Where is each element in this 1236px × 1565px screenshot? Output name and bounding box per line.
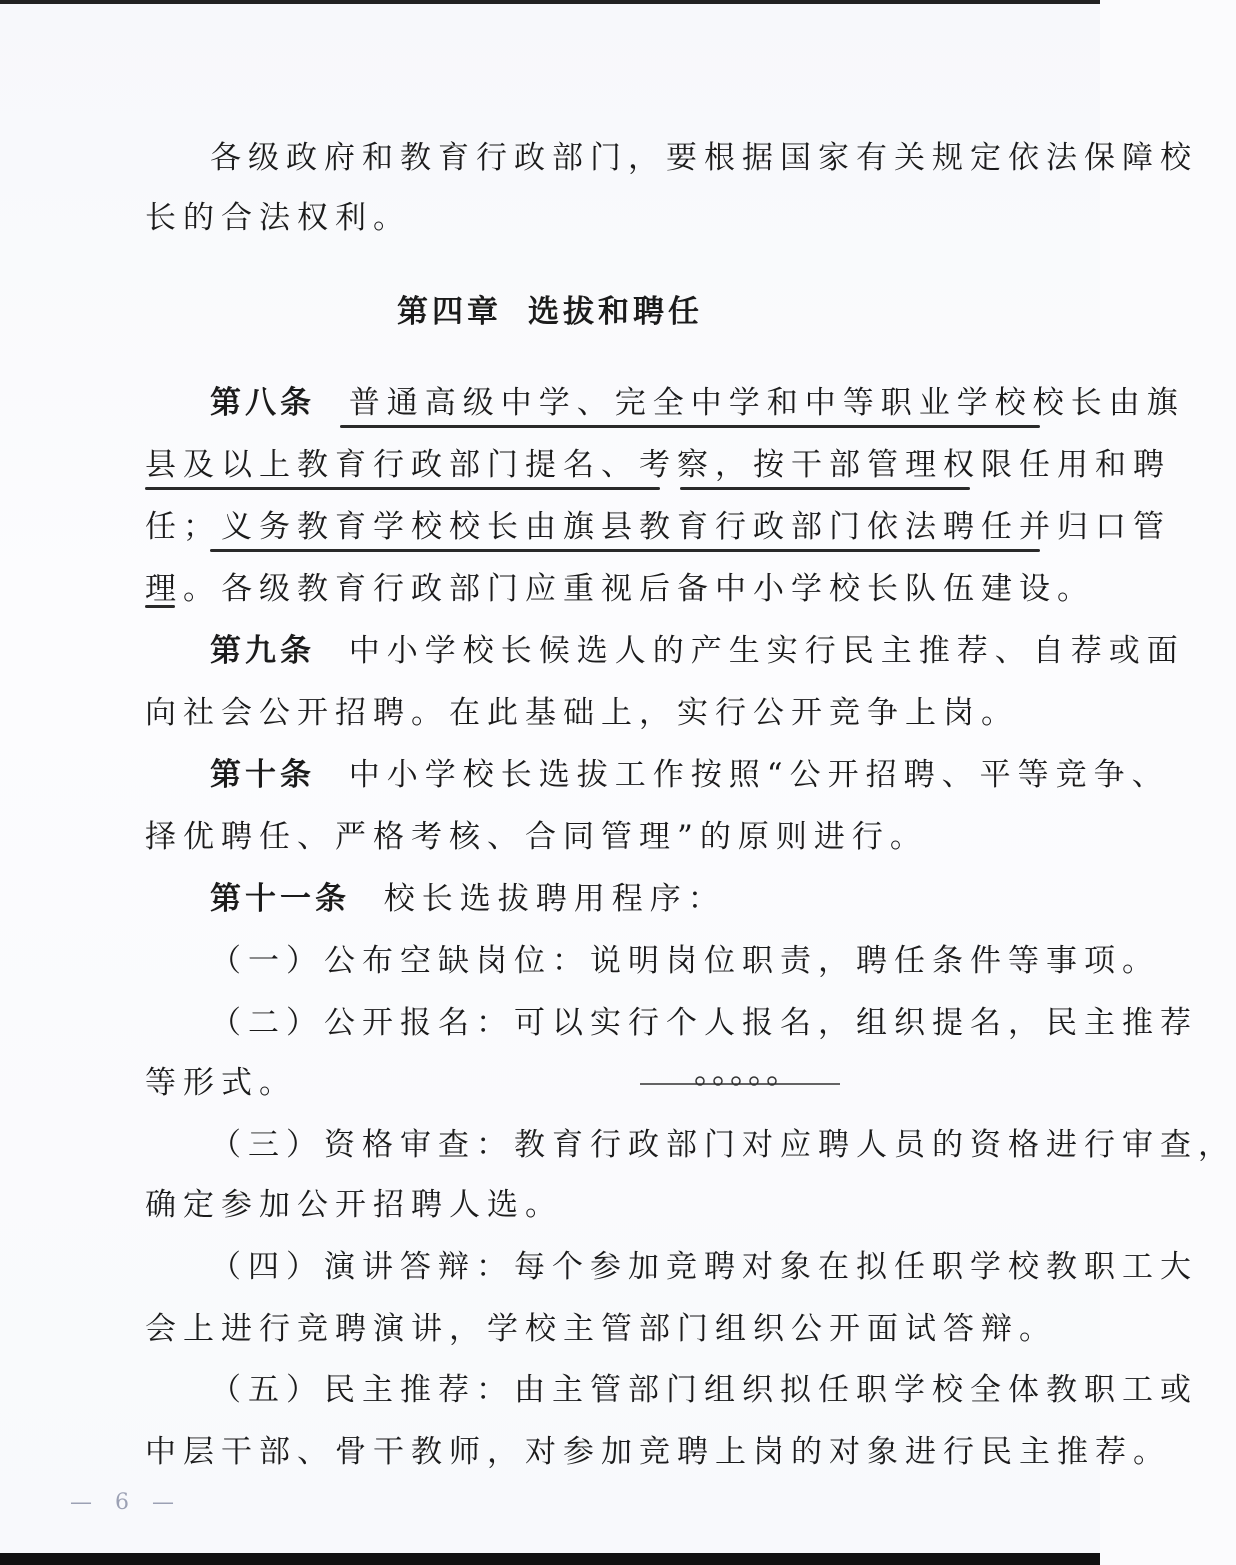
item-4-line-2: 会上进行竞聘演讲，学校主管部门组织公开面试答辩。 [145, 1311, 1057, 1347]
chapter-heading [0, 286, 1100, 331]
pen-underline-2 [145, 487, 660, 490]
pen-underline-1 [340, 425, 1040, 428]
article-10-line-2: 择优聘任、严格考核、合同管理”的原则进行。 [145, 819, 928, 855]
paragraph-1-line-1: 各级政府和教育行政部门，要根据国家有关规定依法保障校 [210, 140, 1198, 176]
pen-underline-3 [680, 487, 970, 490]
article-8-text-1: 普通高级中学、完全中学和中等职业学校校长由旗 [348, 385, 1185, 421]
article-8-line-2: 县及以上教育行政部门提名、考察，按干部管理权限任用和聘 [145, 447, 1171, 483]
scan-bottom-edge [0, 1553, 1100, 1565]
dotted-mark [640, 1072, 840, 1090]
item-1-line-1: （一）公布空缺岗位：说明岗位职责，聘任条件等事项。 [210, 943, 1160, 979]
article-8-line-3: 任；义务教育学校校长由旗县教育行政部门依法聘任并归口管 [145, 509, 1171, 545]
item-5-line-1: （五）民主推荐：由主管部门组织拟任职学校全体教职工或 [210, 1372, 1198, 1408]
item-2-line-2: 等形式。 [145, 1065, 297, 1101]
item-5-line-2: 中层干部、骨干教师，对参加竞聘上岗的对象进行民主推荐。 [145, 1434, 1171, 1470]
item-2-line-1: （二）公开报名：可以实行个人报名，组织提名，民主推荐 [210, 1005, 1198, 1041]
page-number: — 6 — [70, 1490, 182, 1515]
scan-top-edge [0, 0, 1100, 4]
article-11-line-1 [210, 879, 726, 919]
pen-underline-5 [145, 605, 175, 608]
article-9-text-1: 中小学校长候选人的产生实行民主推荐、自荐或面 [348, 633, 1185, 669]
chapter-title: 选拔和聘任 [528, 294, 703, 330]
paragraph-1-line-2: 长的合法权利。 [145, 200, 411, 236]
article-8-label: 第八条 [210, 385, 315, 421]
article-9-line-1 [210, 631, 1185, 671]
article-11-text-1: 校长选拔聘用程序： [383, 881, 726, 917]
article-9-line-2: 向社会公开招聘。在此基础上，实行公开竞争上岗。 [145, 695, 1019, 731]
article-8-line-4: 理。各级教育行政部门应重视后备中小学校长队伍建设。 [145, 571, 1095, 607]
article-10-label: 第十条 [210, 757, 315, 793]
item-4-line-1: （四）演讲答辩：每个参加竞聘对象在拟任职学校教职工大 [210, 1249, 1198, 1285]
item-3-line-2: 确定参加公开招聘人选。 [145, 1187, 563, 1223]
item-3-line-1: （三）资格审查：教育行政部门对应聘人员的资格进行审查， [210, 1127, 1236, 1163]
pen-underline-4 [210, 549, 1040, 552]
article-8-line-1 [210, 383, 1185, 423]
article-9-label: 第九条 [210, 633, 315, 669]
article-10-line-1 [210, 755, 1170, 795]
chapter-number: 第四章 [397, 294, 502, 330]
article-10-text-1: 中小学校长选拔工作按照“公开招聘、平等竞争、 [348, 757, 1170, 793]
article-11-label: 第十一条 [210, 881, 350, 917]
